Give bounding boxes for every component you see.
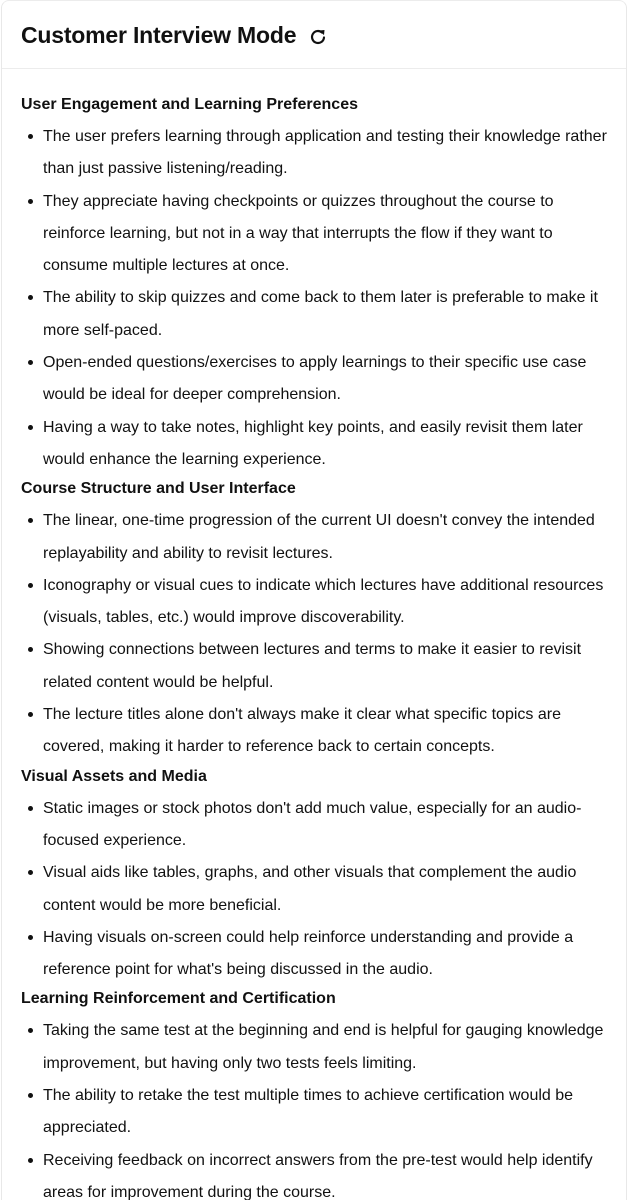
list-item: Iconography or visual cues to indicate which lectures have additional resources (visuals, tables, etc.) would improve discoverability. [21,570,608,635]
section-reinforcement [21,986,608,1200]
bullet-list [21,121,608,476]
section-visual-assets [21,764,608,987]
interview-panel [1,0,627,1200]
section-heading: Learning Reinforcement and Certification [21,990,336,1008]
list-item: The ability to skip quizzes and come back to them later is preferable to make it more self-paced. [21,282,608,347]
bullet-list [21,505,608,763]
list-item: Open-ended questions/exercises to apply learnings to their specific use case would be ideal for deeper comprehension. [21,347,608,412]
list-item: The lecture titles alone don't always make it clear what specific topics are covered, making it harder to reference back to certain concepts. [21,699,608,764]
section-heading: Visual Assets and Media [21,767,207,785]
list-item: The ability to retake the test multiple times to achieve certification would be appreciated. [21,1080,608,1145]
list-item: They appreciate having checkpoints or quizzes throughout the course to reinforce learning, but not in a way that interrupts the flow if they want to consume multiple lectures at once. [21,186,608,283]
section-structure [21,476,608,763]
bullet-list [21,1015,608,1200]
refresh-icon[interactable] [307,26,329,48]
section-heading: Course Structure and User Interface [21,480,296,498]
section-heading: User Engagement and Learning Preferences [21,96,358,113]
section-engagement [21,92,608,476]
interview-content [2,69,626,1200]
page-title: Customer Interview Mode [21,22,297,48]
list-item: Showing connections between lectures and terms to make it easier to revisit related content would be helpful. [21,634,608,699]
bullet-list [21,793,608,987]
list-item: Receiving feedback on incorrect answers from the pre-test would help identify areas for improvement during the course. [21,1145,608,1200]
list-item: Visual aids like tables, graphs, and other visuals that complement the audio content would be more beneficial. [21,857,608,922]
panel-header [2,1,626,69]
list-item: Having visuals on-screen could help reinforce understanding and provide a reference point for what's being discussed in the audio. [21,922,608,987]
list-item: The user prefers learning through application and testing their knowledge rather than just passive listening/reading. [21,121,608,186]
list-item: Having a way to take notes, highlight key points, and easily revisit them later would enhance the learning experience. [21,412,608,477]
list-item: Static images or stock photos don't add much value, especially for an audio-focused experience. [21,793,608,858]
refresh-icon-glyph [308,27,328,47]
list-item: Taking the same test at the beginning and end is helpful for gauging knowledge improvement, but having only two tests feels limiting. [21,1015,608,1080]
list-item: The linear, one-time progression of the current UI doesn't convey the intended replayability and ability to revisit lectures. [21,505,608,570]
